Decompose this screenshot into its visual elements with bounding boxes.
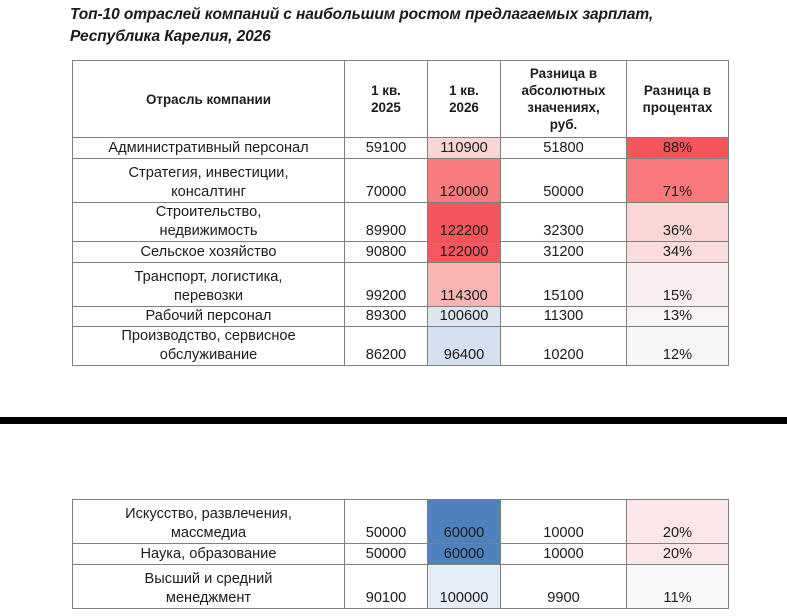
- table-row: [73, 138, 729, 159]
- cell-absolute-difference: 10200: [501, 327, 627, 366]
- cell-q1-2026: 114300: [428, 263, 501, 307]
- table-row: [73, 327, 729, 366]
- cell-absolute-difference: 51800: [501, 138, 627, 159]
- cell-q1-2026: 60000: [428, 544, 501, 565]
- cell-q1-2025: 89300: [345, 307, 428, 327]
- q1-2025-label-line-2: 2025: [371, 100, 401, 115]
- industry-line-2: консалтинг: [171, 184, 246, 200]
- cell-industry: [73, 159, 345, 203]
- cell-q1-2025: 70000: [345, 159, 428, 203]
- cell-percent-difference: 88%: [627, 138, 729, 159]
- cell-q1-2025: 99200: [345, 263, 428, 307]
- cell-absolute-difference: 31200: [501, 242, 627, 263]
- industry-line-1: Стратегия, инвестиции,: [128, 165, 289, 181]
- cell-industry: [73, 500, 345, 544]
- table-row: [73, 203, 729, 242]
- table-row: [73, 263, 729, 307]
- cell-percent-difference: 20%: [627, 544, 729, 565]
- cell-q1-2025: 90800: [345, 242, 428, 263]
- q1-2026-label-line-2: 2026: [449, 100, 479, 115]
- cell-absolute-difference: 9900: [501, 565, 627, 609]
- abs-diff-label-line-4: руб.: [549, 117, 578, 132]
- table-row: [73, 544, 729, 565]
- cell-percent-difference: 15%: [627, 263, 729, 307]
- cell-industry: [73, 138, 345, 159]
- table-row: [73, 307, 729, 327]
- cell-industry: [73, 544, 345, 565]
- industry-line-1: Строительство,: [155, 204, 262, 220]
- cell-q1-2025: 89900: [345, 203, 428, 242]
- cell-q1-2026: 122200: [428, 203, 501, 242]
- industry-line-2: массмедиа: [170, 525, 247, 541]
- column-header-absolute-difference: [501, 61, 627, 138]
- cell-absolute-difference: 32300: [501, 203, 627, 242]
- cell-absolute-difference: 11300: [501, 307, 627, 327]
- cell-industry: [73, 327, 345, 366]
- page-title-line-1: Топ-10 отраслей компаний с наибольшим ростом предлагаемых зарплат,: [70, 6, 654, 23]
- industry-line-1: Искусство, развлечения,: [125, 506, 292, 522]
- table-row: [73, 500, 729, 544]
- abs-diff-label-line-2: абсолютных: [521, 83, 606, 98]
- cell-q1-2026: 100000: [428, 565, 501, 609]
- q1-2025-label-line-1: 1 кв.: [371, 83, 401, 98]
- cell-q1-2026: 110900: [428, 138, 501, 159]
- table-header-row: [73, 61, 729, 138]
- industry-line-1: Сельское хозяйство: [140, 244, 277, 260]
- industry-line-1: Наука, образование: [140, 546, 277, 562]
- table-row: [73, 159, 729, 203]
- cell-q1-2026: 96400: [428, 327, 501, 366]
- pct-diff-label-line-2: процентах: [642, 100, 713, 115]
- cell-q1-2025: 59100: [345, 138, 428, 159]
- cell-percent-difference: 20%: [627, 500, 729, 544]
- cell-q1-2026: 60000: [428, 500, 501, 544]
- cell-q1-2025: 90100: [345, 565, 428, 609]
- cell-percent-difference: 11%: [627, 565, 729, 609]
- cell-percent-difference: 36%: [627, 203, 729, 242]
- cell-absolute-difference: 10000: [501, 500, 627, 544]
- industry-line-2: обслуживание: [159, 347, 258, 363]
- column-header-q1-2026: [428, 61, 501, 138]
- q1-2026-label-line-1: 1 кв.: [449, 83, 479, 98]
- cell-industry: [73, 307, 345, 327]
- cell-absolute-difference: 15100: [501, 263, 627, 307]
- cell-percent-difference: 71%: [627, 159, 729, 203]
- column-header-industry: Отрасль компании: [73, 61, 345, 138]
- table-row: [73, 565, 729, 609]
- column-header-percent-difference: [627, 61, 729, 138]
- salary-growth-table-top: [72, 60, 729, 366]
- column-header-q1-2025: [345, 61, 428, 138]
- cell-percent-difference: 12%: [627, 327, 729, 366]
- page-title-line-2: Республика Карелия, 2026: [70, 28, 271, 45]
- cell-q1-2025: 50000: [345, 500, 428, 544]
- cell-industry: [73, 242, 345, 263]
- abs-diff-label-line-3: значениях,: [527, 100, 600, 115]
- industry-line-1: Транспорт, логистика,: [134, 269, 283, 285]
- salary-growth-table-bottom: [72, 499, 729, 609]
- cell-q1-2025: 50000: [345, 544, 428, 565]
- cell-q1-2025: 86200: [345, 327, 428, 366]
- pct-diff-label-line-1: Разница в: [643, 83, 712, 98]
- industry-line-1: Административный персонал: [108, 140, 309, 156]
- industry-line-1: Рабочий персонал: [145, 308, 272, 324]
- cell-industry: [73, 203, 345, 242]
- abs-diff-label-line-1: Разница в: [529, 66, 598, 81]
- cell-industry: [73, 565, 345, 609]
- table-row: [73, 242, 729, 263]
- cell-percent-difference: 34%: [627, 242, 729, 263]
- cell-industry: [73, 263, 345, 307]
- cell-percent-difference: 13%: [627, 307, 729, 327]
- cell-absolute-difference: 50000: [501, 159, 627, 203]
- cell-absolute-difference: 10000: [501, 544, 627, 565]
- industry-line-2: менеджмент: [165, 590, 252, 606]
- cell-q1-2026: 100600: [428, 307, 501, 327]
- industry-line-1: Производство, сервисное: [121, 328, 296, 344]
- chart-title: [70, 4, 770, 48]
- cell-q1-2026: 122000: [428, 242, 501, 263]
- industry-line-2: перевозки: [173, 288, 244, 304]
- industry-line-1: Высший и средний: [144, 571, 273, 587]
- slide-separator-band: [0, 417, 787, 424]
- industry-line-2: недвижимость: [159, 223, 258, 239]
- cell-q1-2026: 120000: [428, 159, 501, 203]
